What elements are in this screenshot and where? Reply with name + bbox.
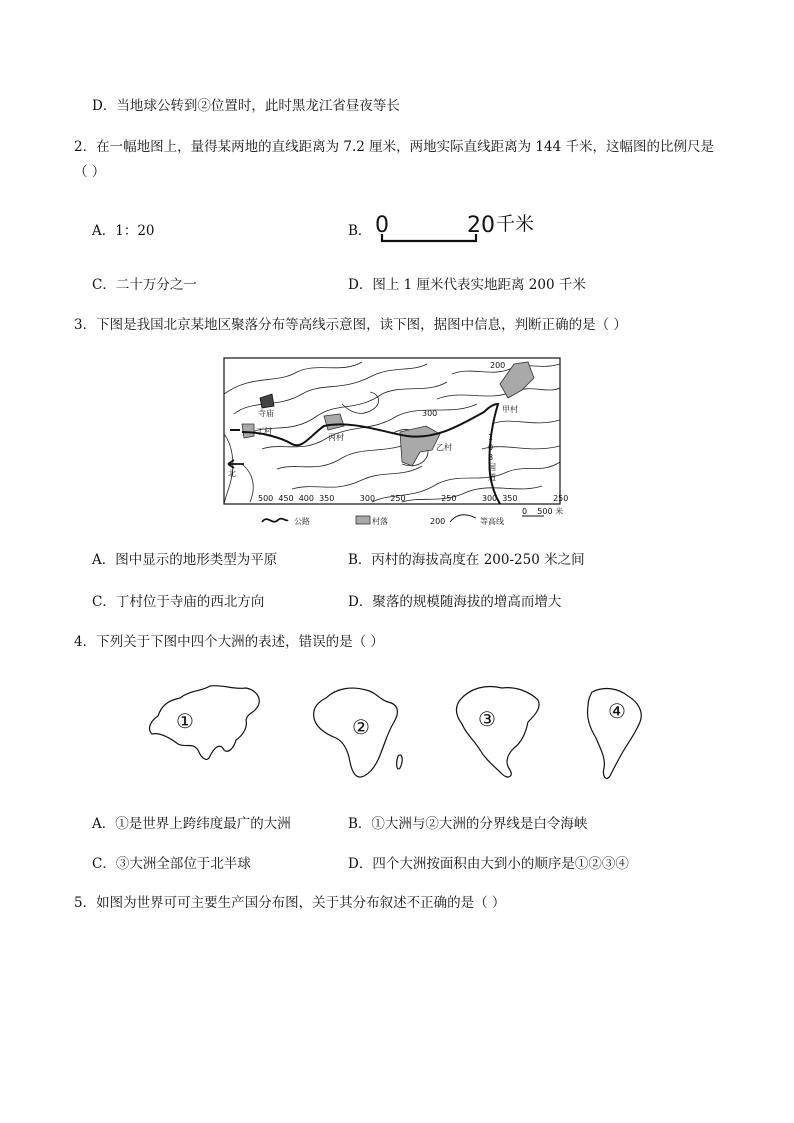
label-ding: 丁村 bbox=[256, 427, 272, 436]
q4-option-d: D．四个大洲按面积由大到小的顺序是①②③④ bbox=[348, 856, 629, 872]
label-road-4: 国 bbox=[488, 463, 496, 472]
legend-contour: 等高线 bbox=[480, 517, 504, 526]
q3-option-c: C．丁村位于寺庙的西北方向 bbox=[92, 594, 265, 610]
label-bottom-ticks: 500 450 400 350 300 250 250 300 350 250 bbox=[258, 494, 569, 503]
q3-option-b: B．丙村的海拔高度在 200-250 米之间 bbox=[348, 552, 585, 568]
q4-option-b: B．①大洲与②大洲的分界线是白令海峡 bbox=[348, 816, 588, 832]
label-scale: 0 500 米 bbox=[522, 507, 564, 516]
label-jia: 甲村 bbox=[502, 405, 518, 414]
q2-option-d: D．图上 1 厘米代表实地距离 200 千米 bbox=[348, 277, 586, 293]
village-ding-area bbox=[242, 424, 254, 438]
q4-stem: 4．下列关于下图中四个大洲的表述，错误的是（ ） bbox=[74, 634, 384, 650]
scale-zero: 0 bbox=[375, 213, 389, 238]
label-bing: 丙村 bbox=[328, 433, 344, 442]
q4-option-c: C．③大洲全部位于北半球 bbox=[92, 856, 251, 872]
scale-value: 20 bbox=[467, 213, 495, 238]
legend-road: 公路 bbox=[294, 517, 310, 526]
q3-option-d: D．聚落的规模随海拔的增高而增大 bbox=[348, 594, 562, 610]
asia-outline bbox=[150, 686, 260, 760]
q3-option-a: A．图中显示的地形类型为平原 bbox=[92, 552, 278, 568]
q3-contour-map bbox=[222, 354, 582, 534]
legend-village: 村落 bbox=[372, 517, 388, 526]
label-contour-200: 200 bbox=[490, 361, 506, 370]
label-road-2: 0 bbox=[488, 443, 494, 452]
label-road-1: 1 bbox=[488, 433, 494, 442]
label-road-5: 道 bbox=[488, 473, 496, 482]
continent-label-4: ④ bbox=[608, 699, 626, 723]
scale-unit: 千米 bbox=[496, 213, 535, 235]
label-yi: 乙村 bbox=[436, 443, 452, 452]
q3-stem: 3．下图是我国北京某地区聚落分布等高线示意图，读下图，据图中信息，判断正确的是（ ） bbox=[74, 317, 627, 333]
q2-option-b-prefix: B． bbox=[348, 223, 372, 239]
label-temple: 寺庙 bbox=[258, 409, 274, 418]
q2-stem-line1: 2．在一幅地图上，量得某两地的直线距离为 7.2 厘米，两地实际直线距离为 144 千米，这幅图的比例尺是 bbox=[74, 139, 714, 155]
q4-continents-figure bbox=[130, 676, 670, 788]
legend-contour-value: 200 bbox=[430, 517, 446, 526]
q5-stem: 5．如图为世界可可主要生产国分布图，关于其分布叙述不正确的是（ ） bbox=[74, 895, 506, 911]
q2-option-a: A．1：20 bbox=[92, 223, 155, 239]
q1-option-d: D．当地球公转到②位置时，此时黑龙江省昼夜等长 bbox=[92, 98, 400, 114]
continent-label-3: ③ bbox=[478, 707, 496, 731]
q2-option-c: C．二十万分之一 bbox=[92, 277, 197, 293]
q4-option-a: A．①是世界上跨纬度最广的大洲 bbox=[92, 816, 291, 832]
continent-label-1: ① bbox=[176, 709, 194, 733]
label-road-3: 8 bbox=[488, 453, 494, 462]
q2-stem-line2: （ ） bbox=[74, 164, 106, 180]
continent-label-2: ② bbox=[352, 715, 370, 739]
label-contour-300: 300 bbox=[422, 409, 438, 418]
label-north: 北 bbox=[228, 469, 236, 478]
q2-scale-bar bbox=[372, 208, 552, 248]
north-america-outline bbox=[456, 687, 539, 777]
